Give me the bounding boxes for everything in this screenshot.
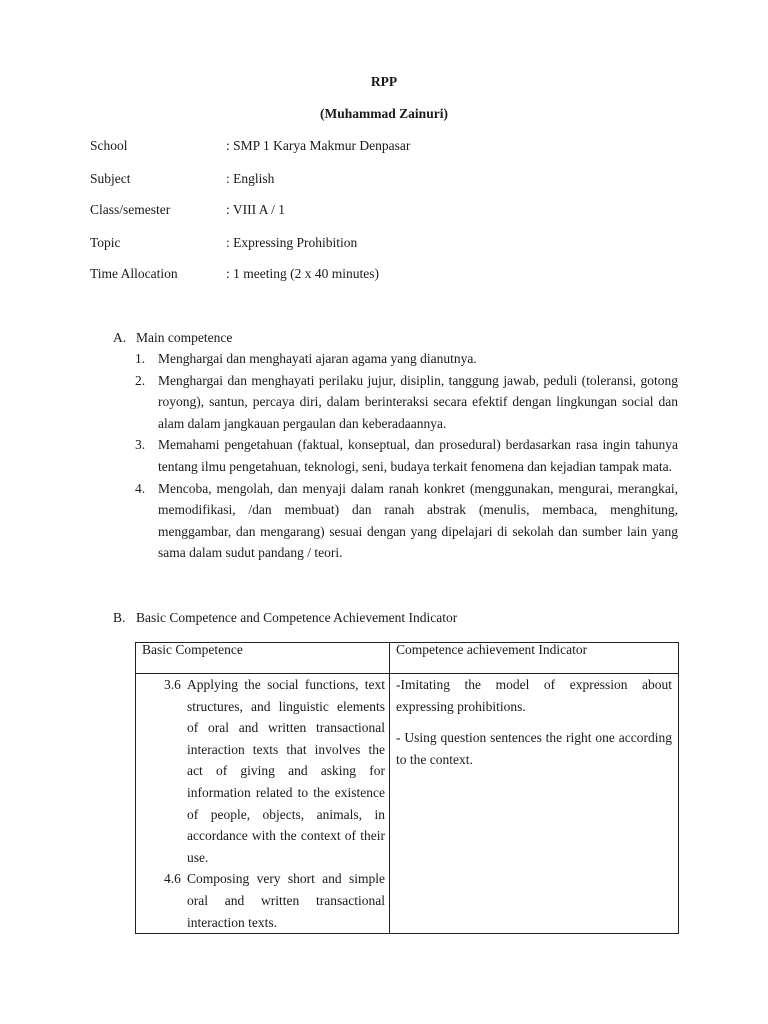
- competence-number: 4.6: [164, 871, 181, 887]
- section-title: Main competence: [136, 330, 233, 345]
- list-item: [135, 348, 678, 370]
- info-label: Class/semester: [90, 202, 171, 217]
- list-number: 4.: [135, 480, 146, 496]
- basic-competence-cell: [136, 674, 390, 934]
- basic-competence-item: [136, 674, 385, 868]
- list-item: [135, 370, 678, 435]
- section-title: Basic Competence and Competence Achievement Indicator: [136, 610, 458, 625]
- competence-table: [135, 642, 679, 934]
- section-letter: B.: [113, 610, 126, 625]
- competence-number: 3.6: [164, 677, 181, 692]
- info-value: : 1 meeting (2 x 40 minutes): [226, 266, 379, 281]
- basic-competence-item: [136, 868, 385, 933]
- document-title: RPP: [370, 74, 398, 89]
- competence-text: Composing very short and simple oral and written transactional interaction texts.: [187, 871, 385, 930]
- list-number: 2.: [135, 372, 146, 388]
- main-competence-list: [135, 348, 678, 564]
- info-label: School: [90, 138, 128, 153]
- table-header-row: [136, 643, 679, 674]
- table-row: [136, 674, 679, 934]
- indicator-cell: [390, 674, 679, 934]
- header-indicator: Competence achievement Indicator: [390, 643, 679, 674]
- info-value: : SMP 1 Karya Makmur Denpasar: [226, 138, 411, 153]
- info-label: Time Allocation: [90, 266, 178, 281]
- info-value: : Expressing Prohibition: [226, 235, 358, 250]
- list-text: Memahami pengetahuan (faktual, konseptual, dan prosedural) berdasarkan rasa ingin tahunya tentang ilmu pengetahuan, teknologi, seni, budaya terkait fenomena dan kejadian tampak mata.: [158, 437, 678, 474]
- section-a-heading: [113, 330, 232, 346]
- competence-text: Applying the social functions, text structures, and linguistic elements of oral and written transactional interaction texts that involves the act of giving and asking for information related to the existence of people, objects, animals, in accordance with the context of their use.: [187, 677, 385, 865]
- section-letter: A.: [113, 330, 127, 345]
- header-basic-competence: Basic Competence: [136, 643, 390, 674]
- indicator-item: - Using question sentences the right one according to the context.: [396, 730, 672, 767]
- list-text: Menghargai dan menghayati ajaran agama yang dianutnya.: [158, 351, 477, 366]
- list-number: 3.: [135, 437, 146, 453]
- list-item: [135, 434, 678, 477]
- section-b-heading: [113, 610, 457, 626]
- list-item: [135, 478, 678, 564]
- indicator-item: -Imitating the model of expression about expressing prohibitions.: [396, 677, 672, 714]
- info-value: : English: [226, 171, 275, 186]
- info-label: Subject: [90, 171, 131, 186]
- list-text: Menghargai dan menghayati perilaku jujur, disiplin, tanggung jawab, peduli (toleransi, gotong royong), santun, percaya diri, dalam berinteraksi secara efektif dengan lingkungan social dan alam dalam jangkauan pergaulan dan keberadaannya.: [158, 372, 678, 431]
- list-text: Mencoba, mengolah, dan menyaji dalam ranah konkret (menggunakan, mengurai, merangkai, memodifikasi, /dan membuat) dan ranah abstrak (menulis, membaca, menghitung, menggambar, dan mengarang) sesuai dengan yang dipelajari di sekolah dan sumber lain yang sama dalam sudut pandang / teori.: [158, 480, 678, 561]
- info-label: Topic: [90, 235, 121, 250]
- document-author: (Muhammad Zainuri): [320, 106, 448, 121]
- info-value: : VIII A / 1: [226, 202, 286, 217]
- list-number: 1.: [135, 351, 146, 366]
